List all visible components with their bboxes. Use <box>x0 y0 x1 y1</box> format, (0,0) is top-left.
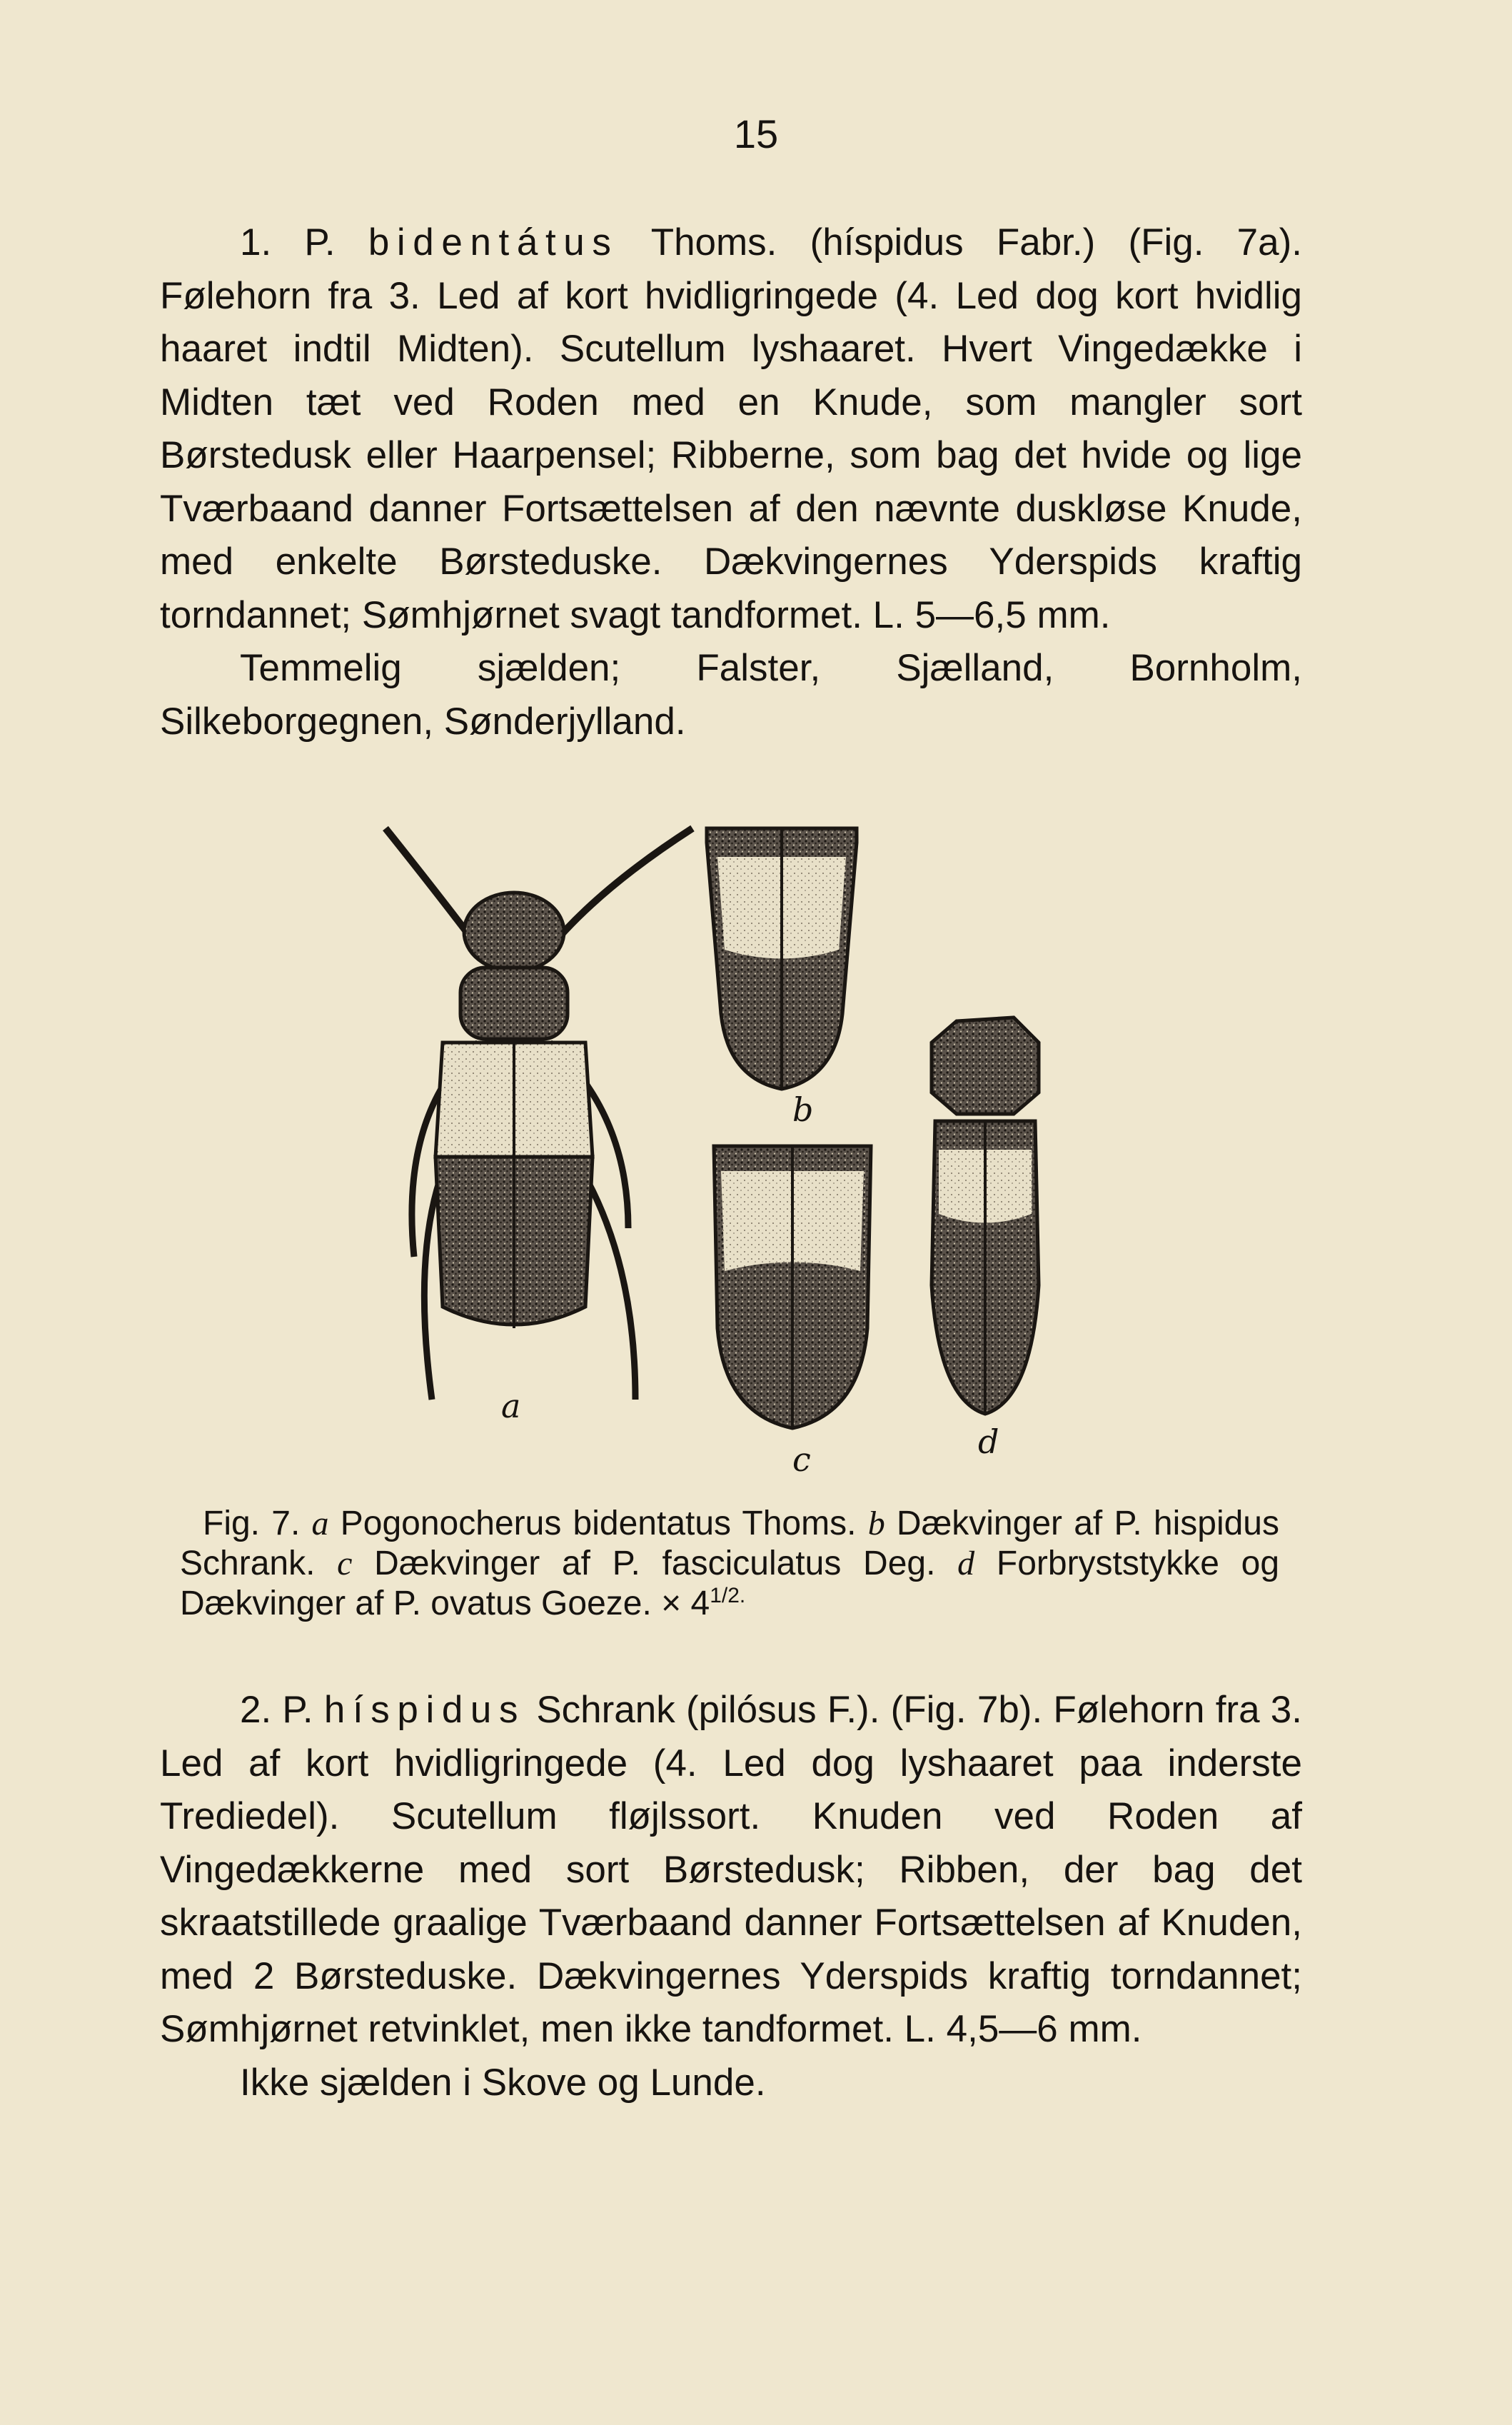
species-2-distribution: Ikke sjælden i Skove og Lunde. <box>240 2061 766 2104</box>
species-2-section <box>160 1684 1302 2109</box>
caption-a-letter: a <box>311 1505 329 1542</box>
figure-b-label: b <box>792 1090 814 1129</box>
caption-a-text: Pogonocherus bidentatus Thoms. <box>340 1505 857 1542</box>
beetle-illustration <box>336 814 1192 1500</box>
figure-a-beetle <box>385 828 692 1425</box>
species-2-description <box>160 1684 1302 2057</box>
caption-c-text: Dækvinger af P. fasciculatus Deg. <box>374 1545 936 1582</box>
caption-magnification <box>661 1585 745 1622</box>
caption-b-letter: b <box>867 1505 885 1542</box>
figure-7-caption <box>180 1504 1279 1624</box>
species-2-name: híspidus <box>323 1689 526 1731</box>
species-1-body: Følehorn fra 3. Led af kort hvidligringede (4. Led dog kort hvidlig haaret indtil Midten). Scutellum lyshaaret. Hvert Vingedække i Midten tæt ved Roden med en Knude, som mangler sort Børstedusk eller Haarpensel; Ribberne, som bag det hvide og lige Tværbaand danner Fortsættelsen af den nævnte duskløse Knude, med enkelte Børsteduske. Dækvingernes Yderspids kraftig torndannet; Sømhjørnet svagt tandformet. L. 5—6,5 mm. <box>160 274 1302 636</box>
magnification-whole: 4 <box>690 1585 710 1622</box>
species-1-authority: Thoms. (híspidus Fabr.) (Fig. 7a). <box>650 221 1302 263</box>
species-1-description <box>160 216 1302 642</box>
figure-c-elytra <box>714 1146 871 1479</box>
species-2-body: Følehorn fra 3. Led af kort hvidligringede (4. Led dog lyshaaret paa inderste Trediedel). Scutellum fløjlssort. Knuden ved Roden af Vingedækkerne med sort Børstedusk; Ribben, der bag det skraatstillede graalige Tværbaand danner Fortsættelsen af Knuden, med 2 Børsteduske. Dækvingernes Yderspids kraftig torndannet; Sømhjørnet retvinklet, men ikke tandformet. L. 4,5—6 mm. <box>160 1689 1302 2050</box>
figure-b-elytra <box>707 828 857 1129</box>
species-1-number: 1. P. <box>240 221 336 263</box>
figure-a-label: a <box>501 1387 521 1425</box>
figure-d-label: d <box>978 1422 999 1461</box>
figure-7 <box>336 814 1192 1500</box>
caption-c-letter: c <box>337 1545 353 1582</box>
species-1-distribution: Temmelig sjælden; Falster, Sjælland, Bornholm, Silkeborgegnen, Sønderjylland. <box>160 647 1302 743</box>
caption-fig-number: Fig. 7. <box>203 1505 301 1542</box>
figure-d-beetle <box>932 1018 1039 1461</box>
species-1-section <box>160 216 1302 748</box>
species-2-number: 2. P. <box>240 1689 313 1731</box>
figure-c-label: c <box>792 1440 811 1479</box>
caption-d-text: Forbrystst​ykke og Dækvinger af P. ovatus Goeze. <box>180 1545 1280 1622</box>
species-1-name: bidentátus <box>368 221 619 263</box>
magnification-symbol: × <box>661 1585 682 1622</box>
page-number: 15 <box>733 111 779 156</box>
magnification-fraction: 1/2. <box>710 1584 746 1607</box>
caption-b-text: Dækvinger af P. hispidus Schrank. <box>180 1505 1279 1582</box>
caption-d-letter: d <box>957 1545 975 1582</box>
species-2-authority: Schrank (pilósus F.). (Fig. 7b). <box>536 1689 1043 1731</box>
